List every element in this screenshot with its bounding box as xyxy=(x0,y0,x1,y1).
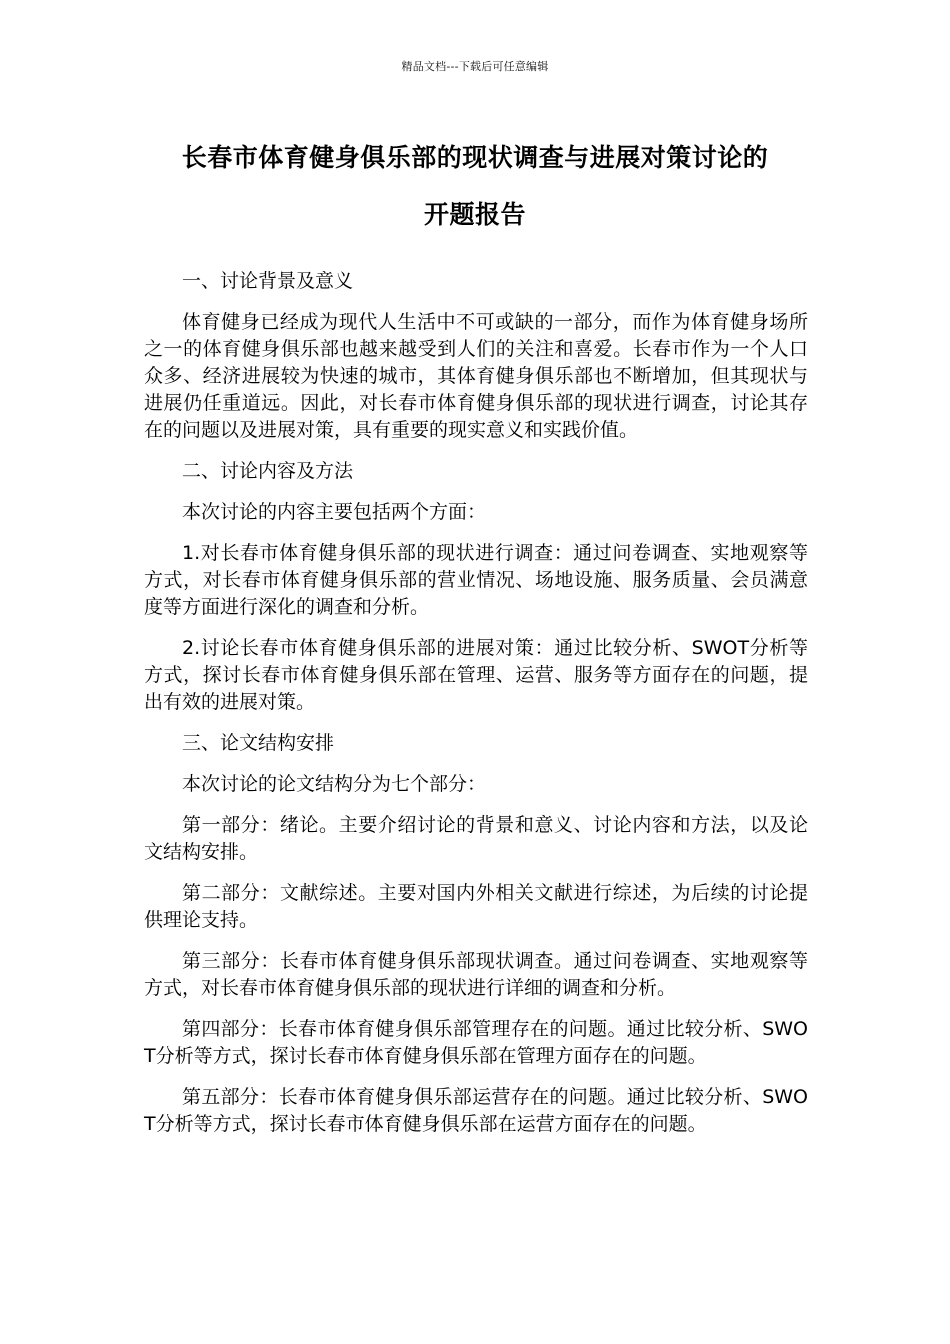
document-title-line-1: 长春市体育健身俱乐部的现状调查与进展对策讨论的 xyxy=(181,143,769,172)
document-title-line-2: 开题报告 xyxy=(423,200,526,229)
paragraph-structure-intro: 本次讨论的论文结构分为七个部分： xyxy=(182,773,487,795)
section-heading-background: 一、讨论背景及意义 xyxy=(182,270,354,292)
document-body xyxy=(144,268,808,1152)
paragraph-part-3: 第三部分：长春市体育健身俱乐部现状调查。通过问卷调查、实地观察等方式，对长春市体育健身俱乐部的现状进行详细的调查和分析。 xyxy=(144,950,808,999)
paragraph-content-intro: 本次讨论的内容主要包括两个方面： xyxy=(182,501,487,523)
paragraph-part-1: 第一部分：绪论。主要介绍讨论的背景和意义、讨论内容和方法，以及论文结构安排。 xyxy=(144,814,808,863)
paragraph-part-4: 第四部分：长春市体育健身俱乐部管理存在的问题。通过比较分析、SWOT分析等方式，探讨长春市体育健身俱乐部在管理方面存在的问题。 xyxy=(144,1018,808,1067)
paragraph-content-item-2: 2.讨论长春市体育健身俱乐部的进展对策：通过比较分析、SWOT分析等方式，探讨长春市体育健身俱乐部在管理、运营、服务等方面存在的问题，提出有效的进展对策。 xyxy=(144,637,808,713)
header-note: 精品文档---下载后可任意编辑 xyxy=(401,60,549,73)
paragraph-background: 体育健身已经成为现代人生活中不可或缺的一部分，而作为体育健身场所之一的体育健身俱乐部也越来越受到人们的关注和喜爱。长春市作为一个人口众多、经济进展较为快速的城市，其体育健身俱乐部也不断增加，但其现状与进展仍任重道远。因此，对长春市体育健身俱乐部的现状进行调查，讨论其存在的问题以及进展对策，具有重要的现实意义和实践价值。 xyxy=(144,311,808,441)
section-heading-content-method: 二、讨论内容及方法 xyxy=(182,460,354,482)
paragraph-part-2: 第二部分：文献综述。主要对国内外相关文献进行综述，为后续的讨论提供理论支持。 xyxy=(144,882,808,931)
section-heading-structure: 三、论文结构安排 xyxy=(182,732,335,754)
paragraph-content-item-1: 1.对长春市体育健身俱乐部的现状进行调查：通过问卷调查、实地观察等方式，对长春市体育健身俱乐部的营业情况、场地设施、服务质量、会员满意度等方面进行深化的调查和分析。 xyxy=(144,542,808,618)
paragraph-part-5: 第五部分：长春市体育健身俱乐部运营存在的问题。通过比较分析、SWOT分析等方式，探讨长春市体育健身俱乐部在运营方面存在的问题。 xyxy=(144,1086,808,1135)
